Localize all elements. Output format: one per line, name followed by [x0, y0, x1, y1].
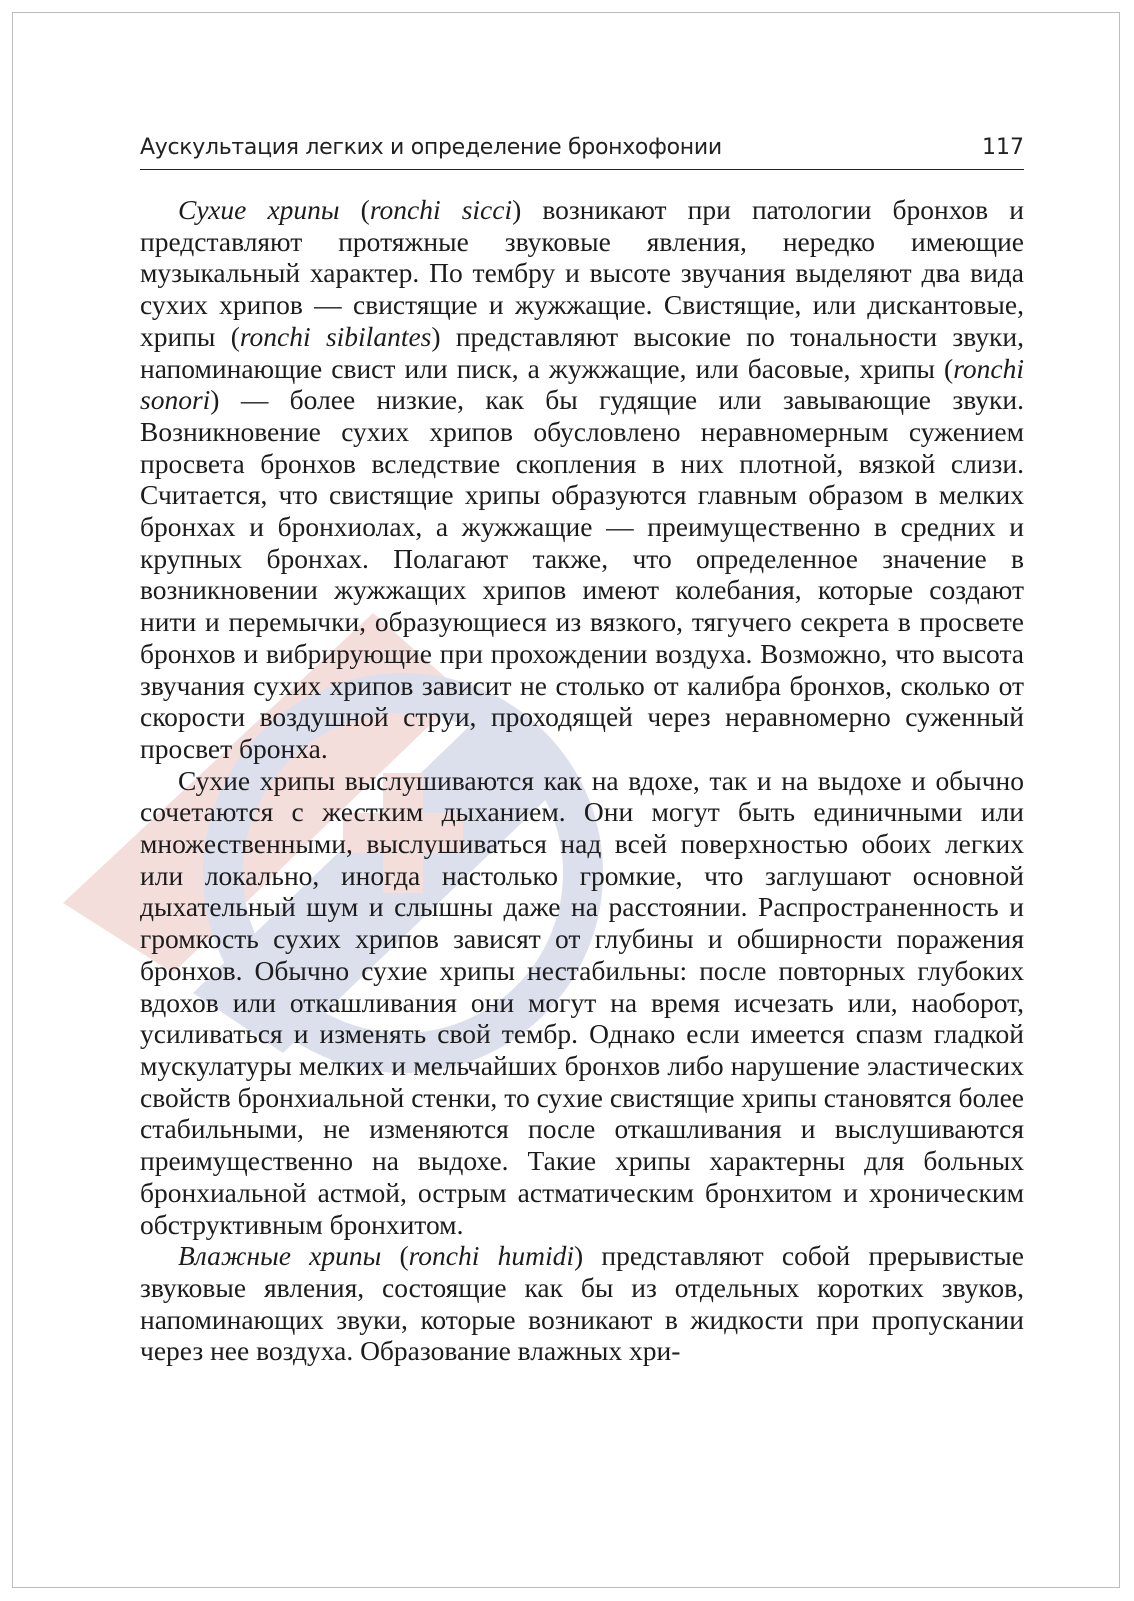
running-title: Аускультация легких и определение бронхофонии: [140, 135, 722, 160]
term-moist-rales: Влажные хрипы: [178, 1240, 382, 1272]
latin-term: ronchi sibilantes: [239, 320, 432, 352]
latin-term: ronchi sonori: [140, 352, 1024, 416]
paragraph-moist-rales: Влажные хрипы (ronchi humidi) представляют собой прерывистые звуковые явления, состоящие как бы из отдельных коротких звуков, напоминающих звуки, которые возникают в жидкости при пропускании через нее воздуха. Образование влажных хри-: [140, 1240, 1024, 1367]
paragraph-dry-rales: Сухие хрипы (ronchi sicci) возникают при патологии бронхов и представляют протяжные звуковые явления, нередко имеющие музыкальный характер. По тембру и высоте звучания выделяют два вида сухих хрипов — свистящие и жужжащие. Свистящие, или дискантовые, хрипы (ronchi sibilantes) представляют высокие по тональности звуки, напоминающие свист или писк, а жужжащие, или басовые, хрипы (ronchi sonori) — более низкие, как бы гудящие или завывающие звуки. Возникновение сухих хрипов обусловлено неравномерным сужением просвета бронхов вследствие скопления в них плотной, вязкой слизи. Считается, что свистящие хрипы образуются главным образом в мелких бронхах и бронхиолах, а жужжащие — преимущественно в средних и крупных бронхах. Полагают также, что определенное значение в возникновении жужжащих хрипов имеют колебания, которые создают нити и перемычки, образующиеся из вязкого, тягучего секрета в просвете бронхов и вибрирующие при прохождении воздуха. Возможно, что высота звучания сухих хрипов зависит не столько от калибра бронхов, сколько от скорости воздушной струи, проходящей через неравномерно суженный просвет бронха.: [140, 194, 1024, 764]
body-text: [140, 194, 1024, 1367]
page: [12, 12, 1120, 1588]
paragraph-dry-rales-auscultation: Сухие хрипы выслушиваются как на вдохе, так и на выдохе и обычно сочетаются с жестким дыханием. Они могут быть единичными или множественными, выслушиваться над всей поверхностью обоих легких или локально, иногда настолько громкие, что заглушают основной дыхательный шум и слышны даже на расстоянии. Распространенность и громкость сухих хрипов зависят от глубины и обширности поражения бронхов. Обычно сухие хрипы нестабильны: после повторных глубоких вдохов или откашливания они могут на время исчезать или, наоборот, усиливаться и изменять свой тембр. Однако если имеется спазм гладкой мускулатуры мелких и мельчайших бронхов либо нарушение эластических свойств бронхиальной стенки, то сухие свистящие хрипы становятся более стабильными, не изменяются после откашливания и выслушиваются преимущественно на выдохе. Такие хрипы характерны для больных бронхиальной астмой, острым астматическим бронхитом и хроническим обструктивным бронхитом.: [140, 764, 1024, 1240]
latin-term: ronchi sicci: [369, 194, 513, 225]
latin-term: ronchi humidi: [408, 1240, 574, 1272]
page-number: 117: [982, 135, 1024, 160]
running-header: [140, 131, 1024, 170]
term-dry-rales: Сухие хрипы: [178, 194, 340, 225]
